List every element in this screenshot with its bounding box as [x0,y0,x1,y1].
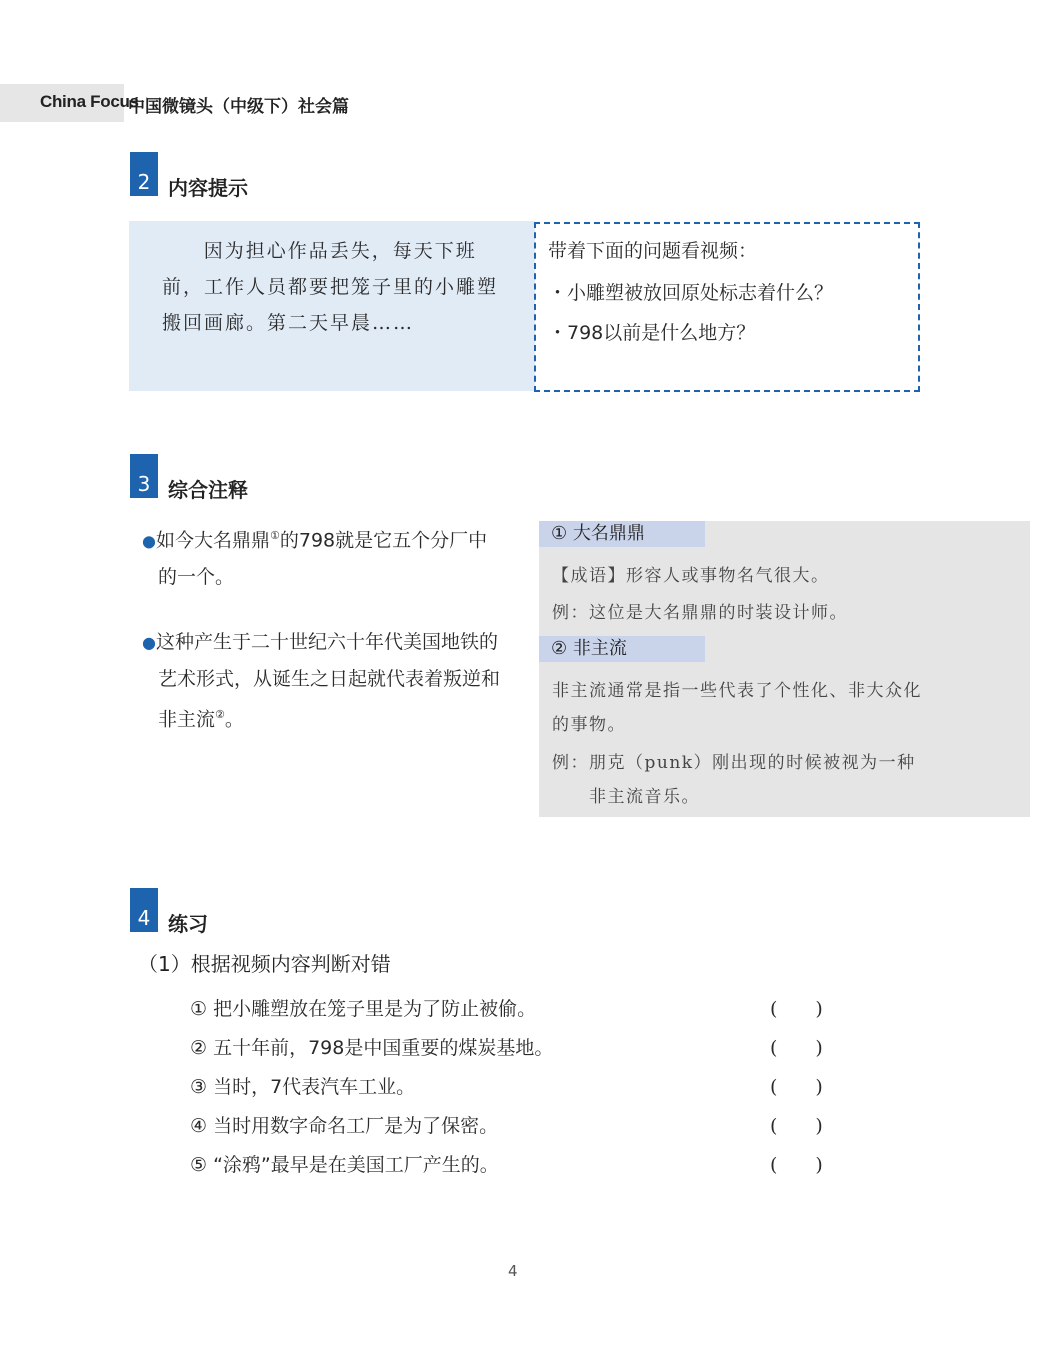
exercise-title: （1）根据视频内容判断对错 [138,952,391,976]
question-item: ・798以前是什么地方？ [548,322,756,344]
note-heading: ② 非主流 [539,636,705,662]
note-example-prefix: 例： [552,753,589,773]
section-title: 内容提示 [168,176,248,200]
answer-blank[interactable]: ( ) [770,1154,823,1176]
annotation-bullet: ●这种产生于二十世纪六十年代美国地铁的艺术形式，从诞生之日起就代表着叛逆和非主流②。 [142,631,501,731]
bullet-dot-icon: ● [142,633,156,652]
page-number: 4 [508,1262,518,1280]
note-example [552,746,932,814]
section-number: 4 [130,888,158,932]
answer-blank[interactable]: ( ) [770,998,823,1020]
exercise-item: ⑤ “涂鸦”最早是在美国工厂产生的。 [190,1154,499,1176]
answer-blank[interactable]: ( ) [770,1115,823,1137]
exercise-item: ① 把小雕塑放在笼子里是为了防止被偷。 [190,998,537,1020]
bullet-dot-icon: ● [142,531,156,551]
section-number: 2 [130,152,158,196]
questions-intro: 带着下面的问题看视频： [548,240,758,262]
note-definition: 非主流通常是指一些代表了个性化、非大众化的事物。 [552,681,922,735]
section-title: 练习 [168,912,208,936]
section-number: 3 [130,454,158,498]
answer-blank[interactable]: ( ) [770,1037,823,1059]
footnote-mark: ① [269,529,280,542]
note-definition: 【成语】形容人或事物名气很大。 [552,566,830,586]
exercise-item: ③ 当时，7代表汽车工业。 [190,1076,416,1098]
story-text: 因为担心作品丢失，每天下班前，工作人员都要把笼子里的小雕塑搬回画廊。第二天早晨…… [162,240,499,334]
note-example: 例：这位是大名鼎鼎的时装设计师。 [552,603,848,623]
note-heading: ① 大名鼎鼎 [539,521,705,547]
note-example-text: 朋克（punk）刚出现的时候被视为一种非主流音乐。 [589,753,916,807]
answer-blank[interactable]: ( ) [770,1076,823,1098]
annotation-bullet: ●如今大名鼎鼎①的798就是它五个分厂中的一个。 [142,529,488,589]
brand-name: China Focus [40,92,139,111]
section-title: 综合注释 [168,478,248,502]
book-title: 中国微镜头（中级下）社会篇 [128,97,349,117]
exercise-item: ② 五十年前，798是中国重要的煤炭基地。 [190,1037,554,1059]
footnote-mark: ② [215,708,225,721]
exercise-item: ④ 当时用数字命名工厂是为了保密。 [190,1115,499,1137]
question-item: ・小雕塑被放回原处标志着什么？ [548,282,834,304]
